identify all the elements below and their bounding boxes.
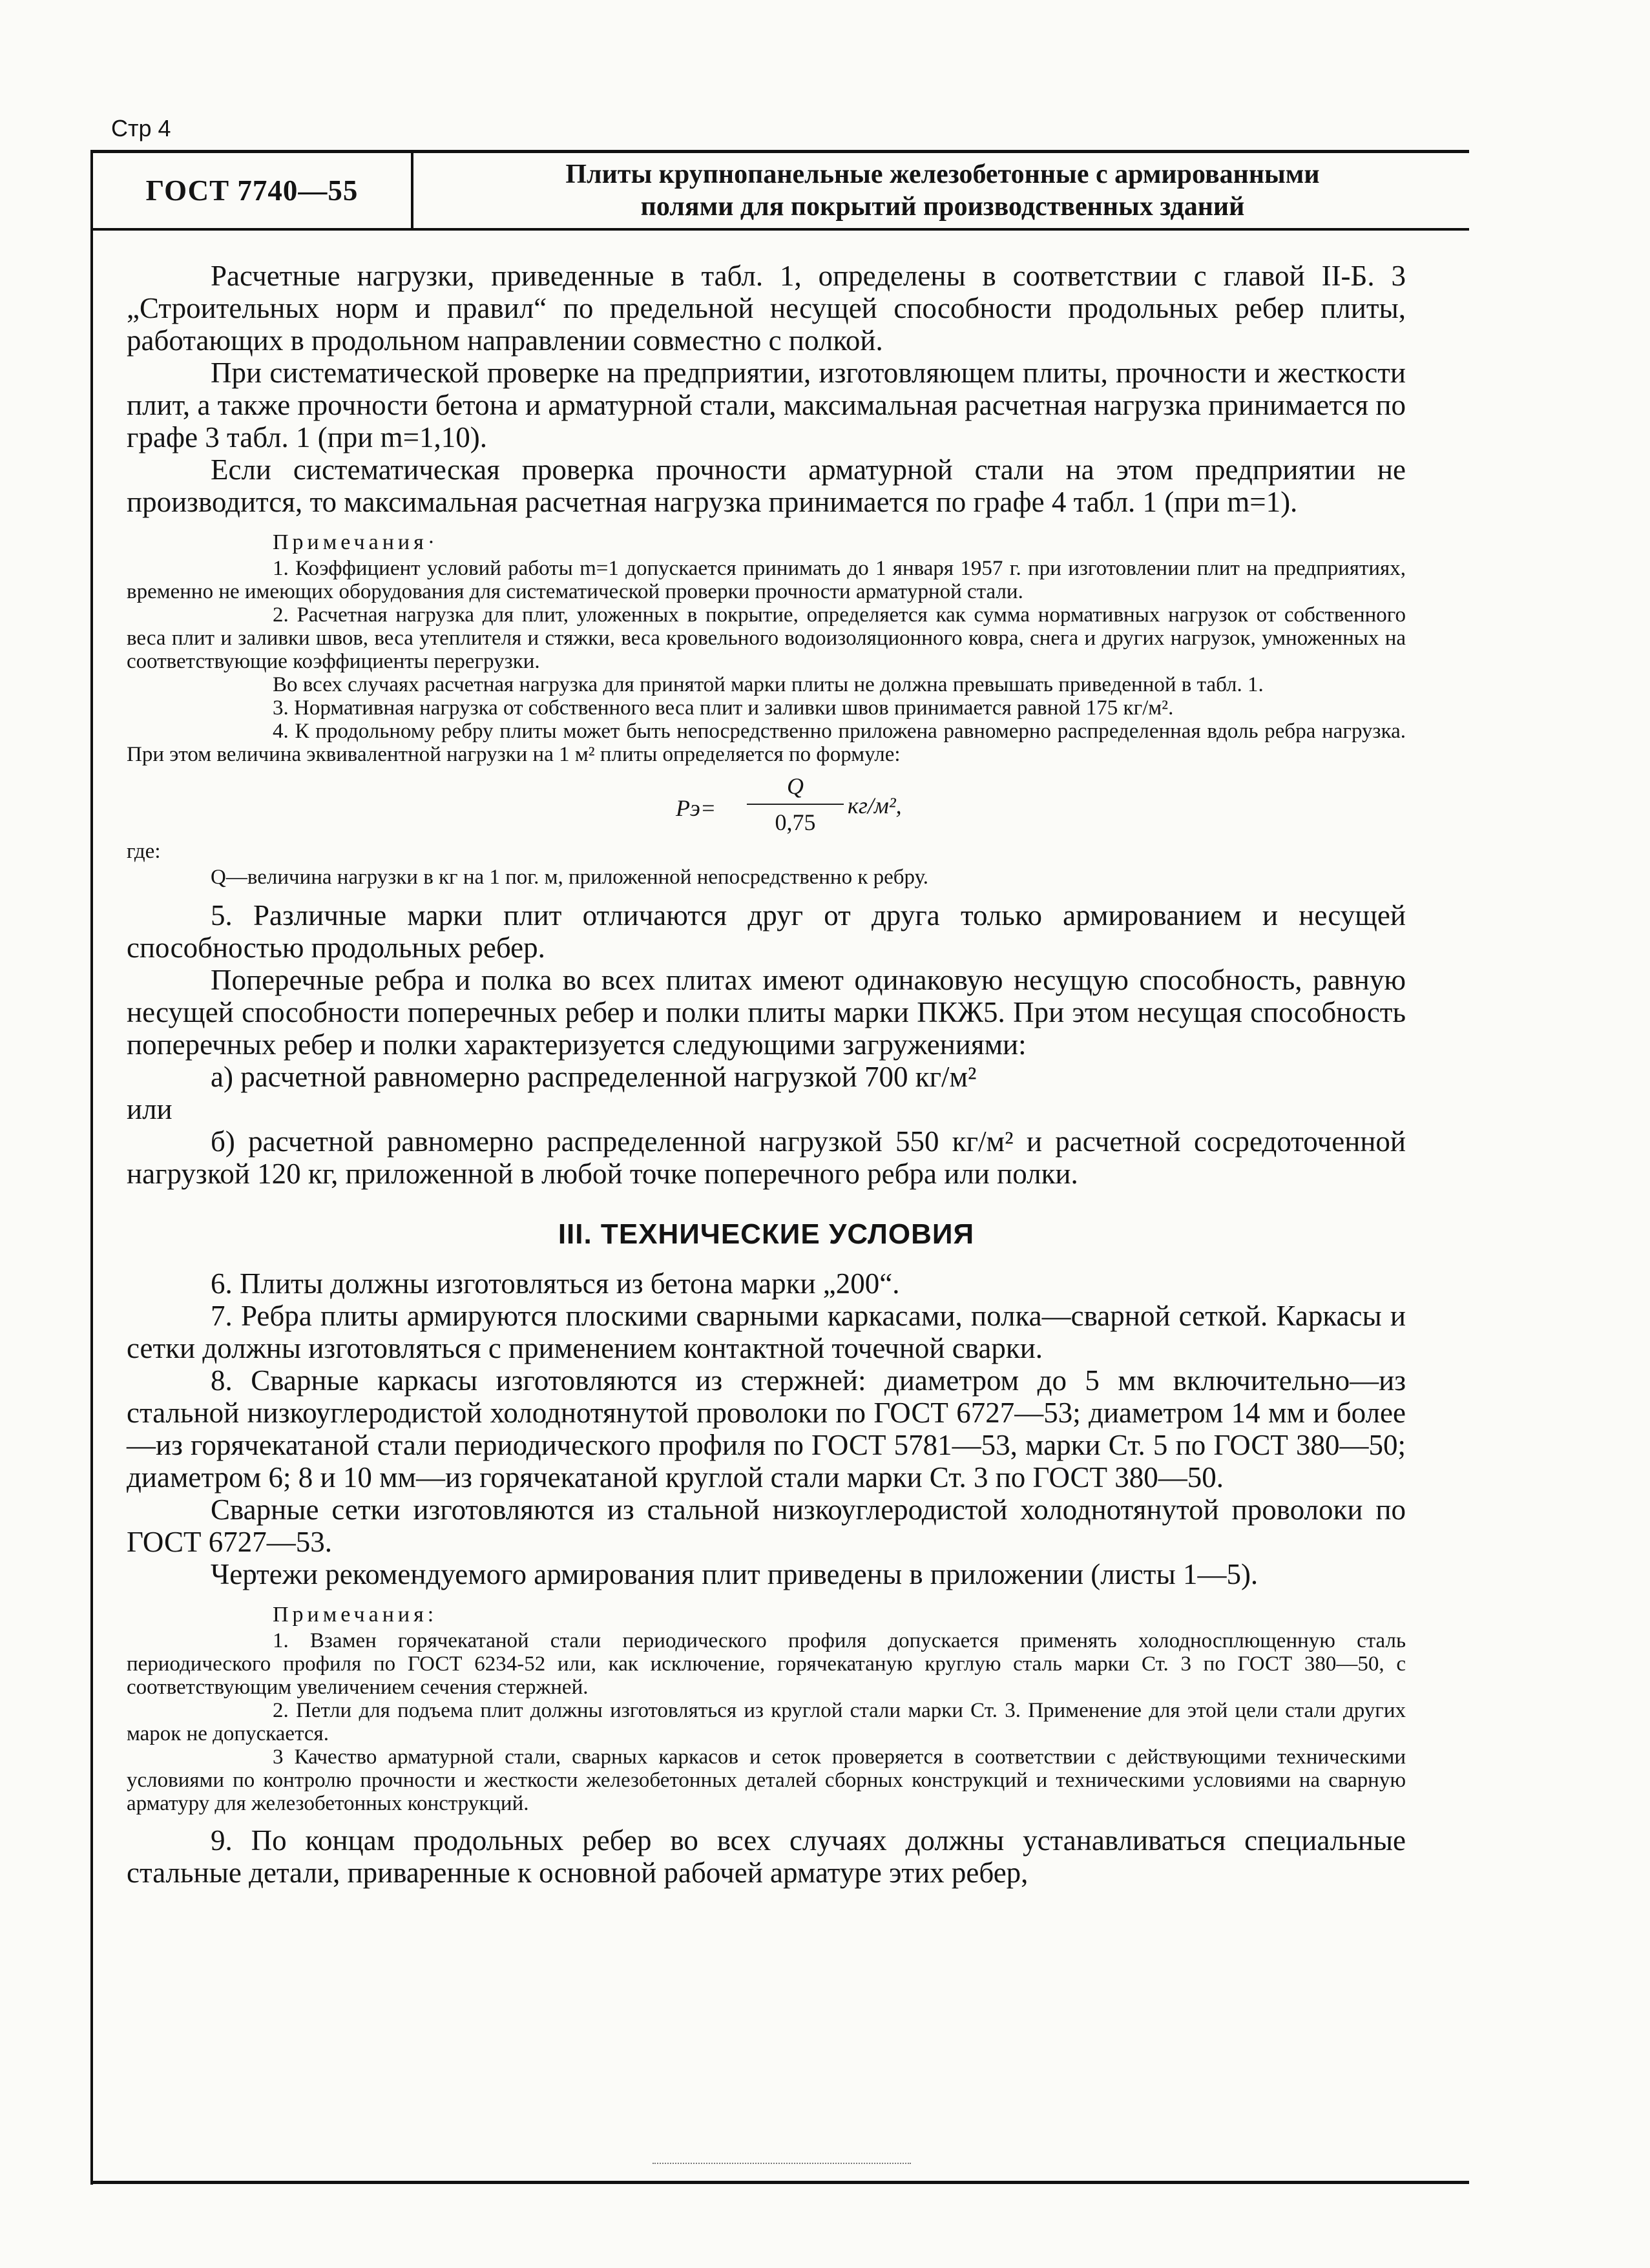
note-3: 3. Нормативная нагрузка от собственного веса плит и заливки швов принимается равной 175 кг/м². xyxy=(273,696,1174,720)
load-case-a: а) расчетной равномерно распределенной нагрузкой 700 кг/м² xyxy=(211,1061,977,1093)
note-steel-substitution: 1. Взамен горячекатаной стали периодического профиля допускается применять холодносплющенную сталь периодического профиля по ГОСТ 6234-52 или, как исключение, горячекатаную круглую сталь марки Ст. 3 по ГОСТ 380—50, с соответствующим увеличением сечения стержней. xyxy=(127,1629,1406,1699)
document-title xyxy=(416,153,1469,228)
document-header xyxy=(90,150,1469,231)
paragraph-8-drawings: Чертежи рекомендуемого армирования плит приведены в приложении (листы 1—5). xyxy=(211,1558,1258,1590)
note-4: 4. К продольному ребру плиты может быть непосредственно приложена равномерно распределенная вдоль ребра нагрузка. При этом величина эквивалентной нагрузки на 1 м² плиты определяется по формуле: xyxy=(127,720,1406,766)
paragraph-6: 6. Плиты должны изготовляться из бетона марки „200“. xyxy=(211,1267,900,1300)
paragraph-8-meshes: Сварные сетки изготовляются из стальной низкоуглеродистой холоднотянутой проволоки по ГОСТ 6727—53. xyxy=(127,1493,1406,1558)
gost-number: ГОСТ 7740—55 xyxy=(93,153,413,228)
note-1: 1. Коэффициент условий работы m=1 допускается принимать до 1 января 1957 г. при изготовлении плит на предприятиях, временно не имеющих оборудования для систематической проверки прочности арматурной стали. xyxy=(127,557,1406,603)
notes-heading: Примечания· xyxy=(273,530,439,554)
formula-unit: кг/м², xyxy=(848,793,902,818)
formula-denominator: 0,75 xyxy=(775,809,816,835)
title-line-2: полями для покрытий производственных зданий xyxy=(640,192,1245,222)
note-lifting-loops: 2. Петли для подъема плит должны изготовляться из круглой стали марки Ст. 3. Применение для этой цели стали других марок не допускается. xyxy=(127,1699,1406,1745)
paragraph-systematic-check: При систематической проверке на предприятии, изготовляющем плиты, прочности и жесткости плит, а также прочности бетона и арматурной стали, максимальная расчетная нагрузка принимается по графе 3 табл. 1 (при m=1,10). xyxy=(127,357,1406,453)
formula-fraction-bar xyxy=(747,804,844,805)
document-body xyxy=(127,260,1406,1889)
load-case-b: б) расчетной равномерно распределенной нагрузкой 550 кг/м² и расчетной сосредоточенной нагрузкой 120 кг, приложенной в любой точке поперечного ребра или полки. xyxy=(127,1125,1406,1190)
paragraph-no-check: Если систематическая проверка прочности арматурной стали на этом предприятии не производится, то максимальная расчетная нагрузка принимается по графе 4 табл. 1 (при m=1). xyxy=(127,453,1406,518)
paragraph-design-loads: Расчетные нагрузки, приведенные в табл. 1, определены в соответствии с главой II-Б. 3 „Строительных норм и правил“ по предельной несущей способности продольных ребер плиты, работающих в продольном направлении совместно с полкой. xyxy=(127,260,1406,357)
paragraph-8: 8. Сварные каркасы изготовляются из стержней: диаметром до 5 мм включительно—из стальной низкоуглеродистой холоднотянутой проволоки по ГОСТ 6727—53; диаметром 14 мм и более—из горячекатаной стали периодического профиля по ГОСТ 5781—53, марки Ст. 5 по ГОСТ 380—50; диаметром 6; 8 и 10 мм—из горячекатаной круглой стали марки Ст. 3 по ГОСТ 380—50. xyxy=(127,1364,1406,1493)
load-case-or: или xyxy=(127,1093,172,1125)
notes-heading-2: Примечания: xyxy=(273,1603,438,1627)
paragraph-5: 5. Различные марки плит отличаются друг от друга только армированием и несущей способностью продольных ребер. xyxy=(127,899,1406,964)
where-label: где: xyxy=(127,840,161,863)
note-quality-check: 3 Качество арматурной стали, сварных каркасов и сеток проверяется в соответствии с действующими техническими условиями по контролю прочности и жесткости железобетонных деталей сборных конструкций и техническими условиями на сварную арматуру для железобетонных конструкций. xyxy=(127,1745,1406,1815)
paragraph-9: 9. По концам продольных ребер во всех случаях должны устанавливаться специальные стальные детали, приваренные к основной рабочей арматуре этих ребер, xyxy=(127,1824,1406,1889)
formula-lhs: Pэ= xyxy=(676,795,716,821)
equivalent-load-formula xyxy=(127,773,1406,837)
paragraph-7: 7. Ребра плиты армируются плоскими сварными каркасами, полка—сварной сеткой. Каркасы и сетки должны изготовляться с применением контактной точечной сварки. xyxy=(127,1300,1406,1364)
page-frame-bottom-rule xyxy=(90,2181,1469,2184)
formula-numerator: Q xyxy=(787,773,804,799)
title-line-1: Плиты крупнопанельные железобетонные с армированными xyxy=(565,160,1320,189)
paragraph-transverse-ribs: Поперечные ребра и полка во всех плитах имеют одинаковую несущую способность, равную несущей способности поперечных ребер и полки плиты марки ПКЖ5. При этом несущая способность поперечных ребер и полки характеризуется следующими загружениями: xyxy=(127,964,1406,1061)
where-q-definition: Q—величина нагрузки в кг на 1 пог. м, приложенной непосредственно к ребру. xyxy=(211,866,929,889)
note-2: 2. Расчетная нагрузка для плит, уложенных в покрытие, определяется как сумма нормативных нагрузок от собственного веса плит и заливки швов, веса утеплителя и стяжки, веса кровельного водоизоляционного ковра, снега и других нагрузок, умноженных на соответствующие коэффициенты перегрузки. xyxy=(127,603,1406,673)
section-heading-technical-conditions: III. ТЕХНИЧЕСКИЕ УСЛОВИЯ xyxy=(558,1218,975,1250)
page-number: Стр 4 xyxy=(111,115,171,141)
note-2-continued: Во всех случаях расчетная нагрузка для принятой марки плиты не должна превышать приведенной в табл. 1. xyxy=(273,673,1264,696)
scan-artifact-line xyxy=(653,2163,911,2164)
